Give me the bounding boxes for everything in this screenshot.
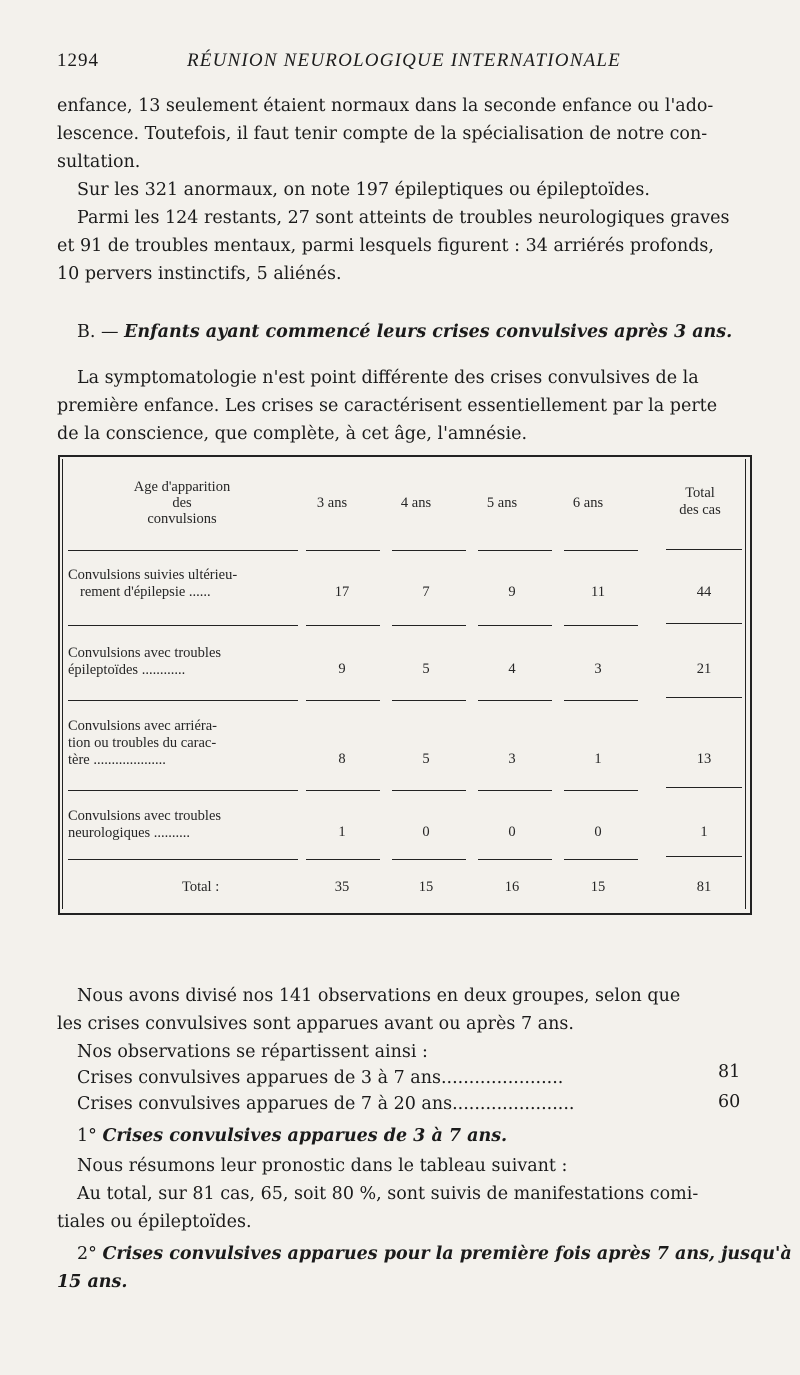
section-b-prefix: B. — — [77, 322, 119, 342]
convulsions-table — [58, 455, 750, 915]
table-cell: 3 — [508, 751, 516, 767]
row-label-line: épileptoïdes ............ — [68, 662, 186, 678]
distribution-item — [77, 1090, 575, 1118]
row-divider — [306, 790, 380, 791]
section-2-prefix: 2° — [77, 1244, 97, 1264]
row-divider — [478, 859, 552, 860]
row-divider — [392, 790, 466, 791]
row-divider — [666, 623, 742, 624]
row-divider — [392, 700, 466, 701]
table-cell: 35 — [334, 879, 350, 895]
row-divider — [392, 859, 466, 860]
table-cell: 0 — [508, 824, 516, 840]
row-divider — [564, 550, 638, 551]
header-label-line: Age d'apparition — [133, 479, 231, 495]
section-1-prefix: 1° — [77, 1126, 97, 1146]
row-divider — [564, 859, 638, 860]
distribution-item — [77, 1064, 563, 1092]
table-row-label — [68, 645, 294, 679]
row-label-line: tère .................... — [68, 752, 166, 768]
row-divider — [306, 859, 380, 860]
table-cell: 15 — [590, 879, 606, 895]
row-divider — [478, 550, 552, 551]
table-cell: 0 — [594, 824, 602, 840]
row-label-line: Convulsions avec troubles — [68, 645, 222, 661]
table-row-label — [68, 718, 294, 769]
total-header-line: Total — [685, 485, 715, 501]
text-line: Au total, sur 81 cas, 65, soit 80 %, sont suivis de manifestations comi- — [77, 1184, 699, 1204]
table-cell: 11 — [591, 584, 605, 600]
row-divider — [564, 625, 638, 626]
table-cell: 3 — [594, 661, 602, 677]
table-cell: 5 — [422, 751, 430, 767]
text-line: de la conscience, que complète, à cet âge, l'amnésie. — [57, 424, 528, 444]
table-cell: 16 — [504, 879, 520, 895]
row-divider — [68, 700, 298, 701]
row-label-line: neurologiques .......... — [68, 825, 191, 841]
text-line: 10 pervers instinctifs, 5 aliénés. — [57, 264, 342, 284]
distribution-label: Crises convulsives apparues de 7 à 20 ans — [77, 1094, 453, 1114]
column-header-3-ans: 3 ans — [316, 495, 348, 511]
table-cell-total: 44 — [696, 584, 712, 600]
leader-dots: ...................... — [452, 1094, 575, 1114]
row-label-line: Convulsions suivies ultérieu- — [68, 567, 238, 583]
table-cell-total: 21 — [696, 661, 712, 677]
paragraph-6: Nos observations se répartissent ainsi : — [77, 1042, 428, 1062]
column-header-6-ans: 6 ans — [572, 495, 604, 511]
text-line: Parmi les 124 restants, 27 sont atteints de troubles neurologiques graves — [77, 208, 730, 228]
table-cell: 1 — [338, 824, 346, 840]
row-divider — [306, 700, 380, 701]
row-divider — [478, 790, 552, 791]
paragraph-7: Nous résumons leur pronostic dans le tableau suivant : — [77, 1156, 568, 1176]
text-line: enfance, 13 seulement étaient normaux dans la seconde enfance ou l'ado- — [57, 96, 714, 116]
row-divider — [68, 625, 298, 626]
section-2-title-continued: 15 ans. — [57, 1272, 128, 1292]
table-cell: 5 — [422, 661, 430, 677]
header-label-line: des — [172, 495, 192, 511]
row-divider — [666, 787, 742, 788]
row-divider — [68, 790, 298, 791]
row-divider — [478, 625, 552, 626]
table-cell: 7 — [422, 584, 430, 600]
table-cell-total: 13 — [696, 751, 712, 767]
section-b-heading — [77, 318, 732, 346]
distribution-value: 60 — [718, 1092, 741, 1112]
column-header-age — [70, 479, 294, 527]
distribution-value: 81 — [718, 1062, 741, 1082]
row-divider — [666, 856, 742, 857]
row-divider — [306, 625, 380, 626]
row-divider — [392, 625, 466, 626]
leader-dots: ...................... — [440, 1068, 564, 1088]
text-line: La symptomatologie n'est point différente des crises convulsives de la — [77, 368, 699, 388]
running-title: RÉUNION NEUROLOGIQUE INTERNATIONALE — [187, 50, 621, 71]
section-1-heading — [77, 1122, 507, 1150]
text-line: Sur les 321 anormaux, on note 197 épileptiques ou épileptoïdes. — [77, 180, 650, 200]
row-label-line: Convulsions avec arriéra- — [68, 718, 217, 734]
table-cell-total: 81 — [696, 879, 712, 895]
section-b-title: Enfants ayant commencé leurs crises convulsives après 3 ans. — [124, 322, 733, 342]
row-divider — [68, 550, 298, 551]
text-line: les crises convulsives sont apparues avant ou après 7 ans. — [57, 1014, 574, 1034]
text-line: tiales ou épileptoïdes. — [57, 1212, 252, 1232]
column-header-total — [660, 485, 740, 519]
row-label-line: rement d'épilepsie ...... — [80, 584, 211, 600]
section-2-title: Crises convulsives apparues pour la première fois après 7 ans, jusqu'à — [102, 1244, 792, 1264]
table-cell: 0 — [422, 824, 430, 840]
total-header-line: des cas — [679, 502, 721, 518]
header-label-line: convulsions — [147, 511, 217, 527]
row-divider — [478, 700, 552, 701]
table-cell: 9 — [338, 661, 346, 677]
table-cell: 9 — [508, 584, 516, 600]
row-divider — [306, 550, 380, 551]
text-line: Nous avons divisé nos 141 observations en deux groupes, selon que — [77, 986, 681, 1006]
row-divider — [666, 549, 742, 550]
row-divider — [666, 697, 742, 698]
row-label-line: Convulsions avec troubles — [68, 808, 222, 824]
section-1-title: Crises convulsives apparues de 3 à 7 ans. — [102, 1126, 508, 1146]
table-cell: 8 — [338, 751, 346, 767]
text-line: et 91 de troubles mentaux, parmi lesquels figurent : 34 arriérés profonds, — [57, 236, 714, 256]
table-cell: 1 — [594, 751, 602, 767]
table-row-label — [68, 567, 294, 601]
column-header-5-ans: 5 ans — [486, 495, 518, 511]
table-row-label — [68, 808, 294, 842]
distribution-label: Crises convulsives apparues de 3 à 7 ans — [77, 1068, 441, 1088]
row-divider — [564, 790, 638, 791]
row-divider — [68, 859, 298, 860]
table-cell: 4 — [508, 661, 516, 677]
row-divider — [564, 700, 638, 701]
total-row-label: Total : — [182, 879, 220, 895]
table-cell: 17 — [334, 584, 350, 600]
row-label-line: tion ou troubles du carac- — [68, 735, 217, 751]
page-number: 1294 — [57, 50, 99, 71]
text-line: première enfance. Les crises se caractérisent essentiellement par la perte — [57, 396, 718, 416]
table-cell: 15 — [418, 879, 434, 895]
column-header-4-ans: 4 ans — [400, 495, 432, 511]
text-line: lescence. Toutefois, il faut tenir compte de la spécialisation de notre con- — [57, 124, 708, 144]
text-line: sultation. — [57, 152, 141, 172]
row-divider — [392, 550, 466, 551]
section-2-line — [77, 1240, 792, 1268]
table-cell-total: 1 — [700, 824, 708, 840]
